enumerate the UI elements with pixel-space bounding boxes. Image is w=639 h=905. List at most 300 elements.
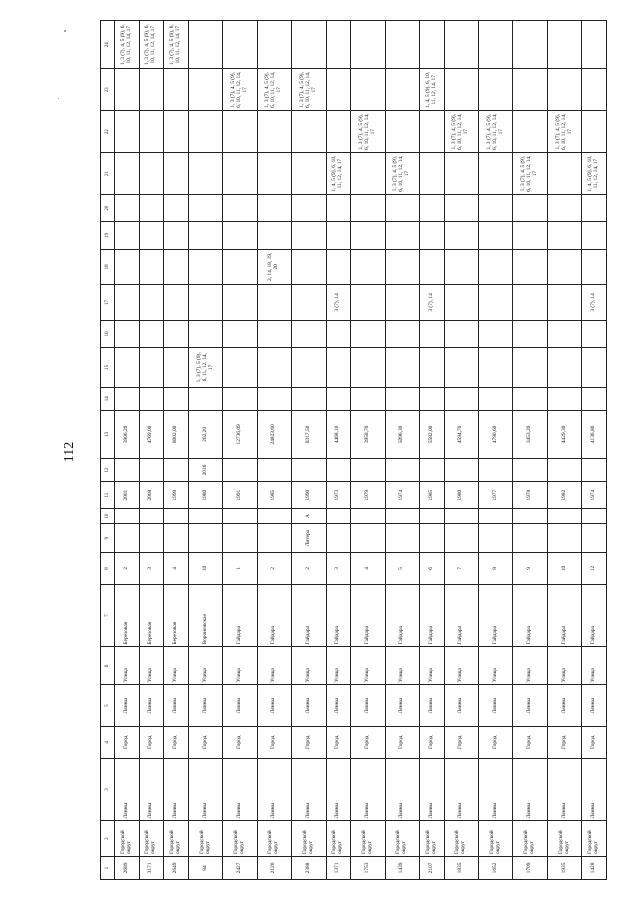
table-cell bbox=[223, 509, 257, 524]
table-cell: 1, 4, 5 (9), 6, 10, 11, 12, 14, 17 bbox=[582, 153, 607, 195]
table-cell bbox=[115, 222, 140, 249]
table-row bbox=[257, 21, 291, 880]
table-row bbox=[479, 21, 513, 880]
table-cell: 1999 bbox=[164, 482, 189, 509]
table-cell: Лянны bbox=[326, 758, 351, 821]
table-cell: 1371 bbox=[326, 856, 351, 879]
table-cell bbox=[547, 523, 581, 552]
table-cell: 1980 bbox=[188, 482, 222, 509]
table-cell: 1, 3 (7), 4, 5 (9), 6, 10, 11, 12, 14, 17 bbox=[385, 153, 419, 195]
table-row bbox=[444, 21, 478, 880]
table-cell bbox=[257, 21, 291, 69]
table-cell: 1, 4, 5 (9), 6, 10, 11, 12, 14, 17 bbox=[326, 153, 351, 195]
table-cell bbox=[582, 387, 607, 410]
table-cell: Городской округ bbox=[582, 821, 607, 857]
table-cell: 4594,70 bbox=[444, 410, 478, 458]
table-cell bbox=[257, 387, 291, 410]
table-cell bbox=[582, 69, 607, 111]
table-cell bbox=[513, 195, 547, 222]
table-cell: Лянны bbox=[479, 758, 513, 821]
table-cell bbox=[164, 153, 189, 195]
table-cell: Город bbox=[547, 727, 581, 758]
table-cell: Лянны bbox=[547, 758, 581, 821]
table-cell: 1982 bbox=[547, 482, 581, 509]
table-cell bbox=[513, 21, 547, 69]
column-number: 12 bbox=[101, 458, 115, 481]
table-cell bbox=[547, 509, 581, 524]
table-cell bbox=[115, 320, 140, 347]
table-cell: 1978 bbox=[513, 482, 547, 509]
table-cell bbox=[419, 222, 444, 249]
table-cell bbox=[223, 285, 257, 321]
table-cell bbox=[223, 347, 257, 387]
column-number: 5 bbox=[101, 685, 115, 727]
table-cell bbox=[139, 69, 164, 111]
column-number: 13 bbox=[101, 410, 115, 458]
table-cell bbox=[223, 249, 257, 285]
table-cell: Лянны bbox=[385, 685, 419, 727]
column-number: 3 bbox=[101, 758, 115, 821]
table-cell bbox=[292, 195, 326, 222]
table-cell: 1, 3 (7), 4, 5 (9), 6, 10, 11, 12, 14, 17 bbox=[547, 111, 581, 153]
table-cell bbox=[326, 347, 351, 387]
table-cell: Городской округ bbox=[326, 821, 351, 857]
table-cell bbox=[326, 111, 351, 153]
table-cell: 1, 3 (7), 4, 5 (9), 6, 10, 11, 12, 14, 17 bbox=[223, 69, 257, 111]
table-cell bbox=[139, 249, 164, 285]
table-cell: 2649 bbox=[164, 856, 189, 879]
table-cell bbox=[513, 523, 547, 552]
table-cell bbox=[164, 69, 189, 111]
table-cell bbox=[257, 222, 291, 249]
table-cell: 2 bbox=[292, 553, 326, 584]
table-cell bbox=[292, 222, 326, 249]
table-cell: 7 bbox=[444, 553, 478, 584]
table-cell bbox=[582, 347, 607, 387]
table-cell: Березовая bbox=[164, 584, 189, 647]
table-cell: Лянны bbox=[257, 758, 291, 821]
table-cell bbox=[479, 249, 513, 285]
table-cell bbox=[257, 509, 291, 524]
table-row bbox=[582, 21, 607, 880]
table-cell bbox=[444, 387, 478, 410]
table-cell: Лянны bbox=[582, 758, 607, 821]
table-cell: 1973 bbox=[326, 482, 351, 509]
table-cell: 3 bbox=[139, 553, 164, 584]
table-cell: 10 bbox=[188, 553, 222, 584]
table-cell bbox=[223, 21, 257, 69]
table-cell: Березовая bbox=[139, 584, 164, 647]
table-cell: Лянны bbox=[139, 758, 164, 821]
table-cell bbox=[419, 509, 444, 524]
table-cell: Лянны bbox=[444, 685, 478, 727]
table-cell: 1985 bbox=[257, 482, 291, 509]
table-cell: Городской округ bbox=[513, 821, 547, 857]
column-number: 14 bbox=[101, 387, 115, 410]
table-cell: 1974 bbox=[385, 482, 419, 509]
table-cell: 1974 bbox=[582, 482, 607, 509]
table-cell bbox=[444, 509, 478, 524]
table-cell: Гайдара bbox=[292, 584, 326, 647]
table-cell: 4 bbox=[351, 553, 385, 584]
table-cell bbox=[188, 111, 222, 153]
table-cell bbox=[115, 153, 140, 195]
table-cell: 1985 bbox=[419, 482, 444, 509]
table-cell bbox=[419, 153, 444, 195]
table-cell bbox=[223, 111, 257, 153]
table-cell bbox=[351, 222, 385, 249]
table-row bbox=[292, 21, 326, 880]
table-cell: 1990 bbox=[292, 482, 326, 509]
table-cell: Лянны bbox=[292, 685, 326, 727]
table-cell: Лянны bbox=[351, 685, 385, 727]
table-cell bbox=[223, 222, 257, 249]
table-row bbox=[385, 21, 419, 880]
table-cell bbox=[223, 153, 257, 195]
table-cell bbox=[257, 153, 291, 195]
table-cell: 9 bbox=[513, 553, 547, 584]
table-cell bbox=[292, 387, 326, 410]
table-cell bbox=[326, 458, 351, 481]
table-cell bbox=[292, 111, 326, 153]
table-cell: Городской округ bbox=[188, 821, 222, 857]
table-row bbox=[351, 21, 385, 880]
table-cell: Городской округ bbox=[419, 821, 444, 857]
table-cell: Улица bbox=[139, 647, 164, 685]
table-cell bbox=[513, 222, 547, 249]
table-cell bbox=[513, 320, 547, 347]
table-cell bbox=[257, 320, 291, 347]
table-cell bbox=[326, 222, 351, 249]
table-cell bbox=[257, 347, 291, 387]
table-cell bbox=[547, 458, 581, 481]
table-cell bbox=[385, 509, 419, 524]
table-cell: Город bbox=[257, 727, 291, 758]
table-cell: Гайдара bbox=[223, 584, 257, 647]
table-cell bbox=[115, 509, 140, 524]
table-cell: 1, 3 (7), 4, 5 (9), 6, 10, 11, 12, 14, 17 bbox=[257, 69, 291, 111]
table-cell bbox=[164, 222, 189, 249]
table-row bbox=[223, 21, 257, 880]
table-cell: 2427 bbox=[223, 856, 257, 879]
table-cell: Лянны bbox=[419, 758, 444, 821]
table-cell: 2, 14, 18, 19, 20 bbox=[257, 249, 291, 285]
table-cell bbox=[326, 387, 351, 410]
table-cell bbox=[351, 320, 385, 347]
table-cell bbox=[582, 222, 607, 249]
table-cell: 1 bbox=[223, 553, 257, 584]
table-row bbox=[139, 21, 164, 880]
table-cell: Город bbox=[188, 727, 222, 758]
table-cell bbox=[292, 249, 326, 285]
column-number: 21 bbox=[101, 153, 115, 195]
table-cell: 8317,50 bbox=[292, 410, 326, 458]
table-cell: 12 bbox=[582, 553, 607, 584]
table-cell bbox=[164, 387, 189, 410]
table-cell bbox=[223, 195, 257, 222]
table-cell bbox=[326, 509, 351, 524]
table-cell: Лянны bbox=[326, 685, 351, 727]
table-cell bbox=[115, 285, 140, 321]
table-cell bbox=[164, 523, 189, 552]
table-cell bbox=[188, 21, 222, 69]
table-cell bbox=[419, 347, 444, 387]
table-cell: 1, 3 (7), 4, 5 (9), 6, 10, 11, 12, 14, 17 bbox=[292, 69, 326, 111]
table-cell bbox=[479, 153, 513, 195]
table-cell bbox=[188, 222, 222, 249]
column-number: 8 bbox=[101, 553, 115, 584]
table-cell bbox=[479, 320, 513, 347]
table-cell bbox=[513, 285, 547, 321]
table-cell bbox=[547, 249, 581, 285]
table-row bbox=[326, 21, 351, 880]
table-cell bbox=[139, 285, 164, 321]
table-cell: 4769,00 bbox=[139, 410, 164, 458]
table-row bbox=[513, 21, 547, 880]
table-cell: Лянны bbox=[385, 758, 419, 821]
table-cell bbox=[292, 153, 326, 195]
table-cell bbox=[257, 458, 291, 481]
table-cell bbox=[444, 285, 478, 321]
table-cell: Лянны bbox=[513, 685, 547, 727]
table-cell bbox=[115, 347, 140, 387]
table-cell bbox=[257, 523, 291, 552]
table-cell bbox=[419, 387, 444, 410]
table-cell: Улица bbox=[292, 647, 326, 685]
table-cell bbox=[513, 387, 547, 410]
table-cell: Лянны bbox=[444, 758, 478, 821]
table-cell: 1, 3 (7), 4, 5 (9), 6, 10, 11, 12, 14, 17 bbox=[444, 111, 478, 153]
column-number: 2 bbox=[101, 821, 115, 857]
table-cell bbox=[547, 69, 581, 111]
table-cell: Улица bbox=[188, 647, 222, 685]
table-cell bbox=[164, 285, 189, 321]
table-cell bbox=[223, 458, 257, 481]
table-cell bbox=[164, 458, 189, 481]
table-cell: Город bbox=[419, 727, 444, 758]
table-cell: Улица bbox=[385, 647, 419, 685]
table-cell: Улица bbox=[419, 647, 444, 685]
column-number: 18 bbox=[101, 249, 115, 285]
table-cell bbox=[444, 69, 478, 111]
table-cell: Город bbox=[223, 727, 257, 758]
table-cell bbox=[385, 523, 419, 552]
table-cell bbox=[479, 387, 513, 410]
table-row bbox=[419, 21, 444, 880]
column-number: 15 bbox=[101, 347, 115, 387]
table-cell: Лянны bbox=[479, 685, 513, 727]
table-cell: 2388 bbox=[292, 856, 326, 879]
table-cell: Гайдара bbox=[582, 584, 607, 647]
table-cell: Улица bbox=[223, 647, 257, 685]
table-cell bbox=[292, 458, 326, 481]
table-cell bbox=[582, 320, 607, 347]
table-cell: 3906,20 bbox=[115, 410, 140, 458]
table-cell: 1652 bbox=[479, 856, 513, 879]
table-cell: Город bbox=[292, 727, 326, 758]
table-cell bbox=[479, 523, 513, 552]
table-cell bbox=[188, 195, 222, 222]
table-cell: Гайдара bbox=[257, 584, 291, 647]
table-cell: Лянны bbox=[188, 685, 222, 727]
table-cell bbox=[326, 21, 351, 69]
table-cell bbox=[419, 320, 444, 347]
table-cell bbox=[385, 111, 419, 153]
table-cell: Лянны bbox=[223, 758, 257, 821]
table-cell: Литера bbox=[292, 523, 326, 552]
table-cell: 2008 bbox=[139, 482, 164, 509]
table-cell bbox=[223, 320, 257, 347]
table-cell: 4 bbox=[164, 553, 189, 584]
table-cell: 8002,00 bbox=[164, 410, 189, 458]
table-cell: 1709 bbox=[513, 856, 547, 879]
column-number: 22 bbox=[101, 111, 115, 153]
table-cell: Улица bbox=[351, 647, 385, 685]
table-cell bbox=[582, 249, 607, 285]
column-number: 16 bbox=[101, 320, 115, 347]
table-cell: Улица bbox=[479, 647, 513, 685]
table-cell: Гайдара bbox=[547, 584, 581, 647]
table-cell: Лянны bbox=[257, 685, 291, 727]
table-cell: Город bbox=[513, 727, 547, 758]
table-cell: Гайдара bbox=[479, 584, 513, 647]
table-cell bbox=[292, 347, 326, 387]
table-cell bbox=[419, 523, 444, 552]
table-cell: 1439 bbox=[385, 856, 419, 879]
table-cell bbox=[139, 387, 164, 410]
table-cell bbox=[385, 249, 419, 285]
table-cell bbox=[351, 347, 385, 387]
table-cell: Городской округ bbox=[223, 821, 257, 857]
table-cell: 1977 bbox=[479, 482, 513, 509]
table-cell bbox=[139, 458, 164, 481]
table-cell: Лянны bbox=[513, 758, 547, 821]
table-cell bbox=[115, 249, 140, 285]
table-cell bbox=[164, 347, 189, 387]
table-cell bbox=[444, 153, 478, 195]
table-cell: 1, 3 (7), 5 (9), 6, 11, 12, 14, 17 bbox=[188, 347, 222, 387]
table-cell: Лянны bbox=[292, 758, 326, 821]
table-cell: 3 (7), 14 bbox=[582, 285, 607, 321]
table-cell: Лянны bbox=[139, 685, 164, 727]
table-cell: Город bbox=[351, 727, 385, 758]
column-number: 17 bbox=[101, 285, 115, 321]
table-cell: Лянны bbox=[351, 758, 385, 821]
table-cell bbox=[164, 111, 189, 153]
table-cell: Улица bbox=[326, 647, 351, 685]
column-number: 24 bbox=[101, 21, 115, 69]
table-cell bbox=[257, 111, 291, 153]
table-cell bbox=[326, 195, 351, 222]
table-cell: 4790,60 bbox=[479, 410, 513, 458]
table-cell: 1, 3 (7), 4, 5 (9), 6, 10, 11, 12, 14, 17 bbox=[164, 21, 189, 69]
table-cell bbox=[292, 285, 326, 321]
column-number: 4 bbox=[101, 727, 115, 758]
table-cell bbox=[326, 320, 351, 347]
table-cell: Город bbox=[115, 727, 140, 758]
table-cell bbox=[479, 347, 513, 387]
table-cell bbox=[351, 249, 385, 285]
table-cell: 5582,00 bbox=[419, 410, 444, 458]
table-cell bbox=[547, 195, 581, 222]
table-cell: Гайдара bbox=[419, 584, 444, 647]
table-cell bbox=[444, 249, 478, 285]
table-cell: Улица bbox=[115, 647, 140, 685]
table-cell bbox=[385, 69, 419, 111]
table-cell: Городской округ bbox=[115, 821, 140, 857]
column-number: 19 bbox=[101, 222, 115, 249]
table-cell bbox=[385, 222, 419, 249]
table-cell bbox=[582, 509, 607, 524]
table-cell bbox=[444, 195, 478, 222]
table-cell bbox=[479, 21, 513, 69]
table-cell: Воронежская bbox=[188, 584, 222, 647]
table-cell bbox=[513, 249, 547, 285]
table-cell bbox=[115, 111, 140, 153]
register-table-area bbox=[100, 20, 607, 880]
table-cell: А bbox=[292, 509, 326, 524]
table-cell: 4468,10 bbox=[326, 410, 351, 458]
table-cell bbox=[139, 195, 164, 222]
table-cell: Городской округ bbox=[139, 821, 164, 857]
table-cell: 6 bbox=[419, 553, 444, 584]
table-cell bbox=[351, 458, 385, 481]
table-cell bbox=[351, 509, 385, 524]
table-cell: Лянны bbox=[115, 758, 140, 821]
column-number: 1 bbox=[101, 856, 115, 879]
table-cell bbox=[139, 320, 164, 347]
table-cell: 1753 bbox=[351, 856, 385, 879]
column-number: 6 bbox=[101, 647, 115, 685]
table-cell bbox=[444, 458, 478, 481]
table-cell: Улица bbox=[444, 647, 478, 685]
table-cell: 2107 bbox=[419, 856, 444, 879]
table-cell: Город bbox=[582, 727, 607, 758]
table-cell bbox=[385, 347, 419, 387]
table-cell: 1428 bbox=[582, 856, 607, 879]
table-cell bbox=[292, 21, 326, 69]
table-cell: Лянны bbox=[419, 685, 444, 727]
table-row bbox=[547, 21, 581, 880]
table-cell: 5 bbox=[385, 553, 419, 584]
table-cell bbox=[188, 153, 222, 195]
table-cell: Лянны bbox=[164, 685, 189, 727]
table-cell: Лянны bbox=[188, 758, 222, 821]
table-cell: 3958,70 bbox=[351, 410, 385, 458]
table-cell: 8 bbox=[479, 553, 513, 584]
column-number: 10 bbox=[101, 509, 115, 524]
table-cell: Гайдара bbox=[444, 584, 478, 647]
table-cell bbox=[513, 509, 547, 524]
table-cell bbox=[188, 249, 222, 285]
table-row bbox=[115, 21, 140, 880]
table-cell bbox=[513, 69, 547, 111]
table-cell: 3171 bbox=[139, 856, 164, 879]
table-cell bbox=[479, 195, 513, 222]
table-cell bbox=[385, 320, 419, 347]
table-cell bbox=[139, 347, 164, 387]
table-cell bbox=[582, 523, 607, 552]
table-cell: 1, 3 (7), 4, 5 (9), 6, 10, 11, 12, 14, 17 bbox=[479, 111, 513, 153]
table-cell: 3 (7), 14 bbox=[419, 285, 444, 321]
table-cell bbox=[479, 69, 513, 111]
table-cell: Городской округ bbox=[292, 821, 326, 857]
table-cell bbox=[351, 153, 385, 195]
table-cell bbox=[547, 387, 581, 410]
table-cell bbox=[444, 320, 478, 347]
table-cell bbox=[419, 195, 444, 222]
table-cell: Городской округ bbox=[479, 821, 513, 857]
